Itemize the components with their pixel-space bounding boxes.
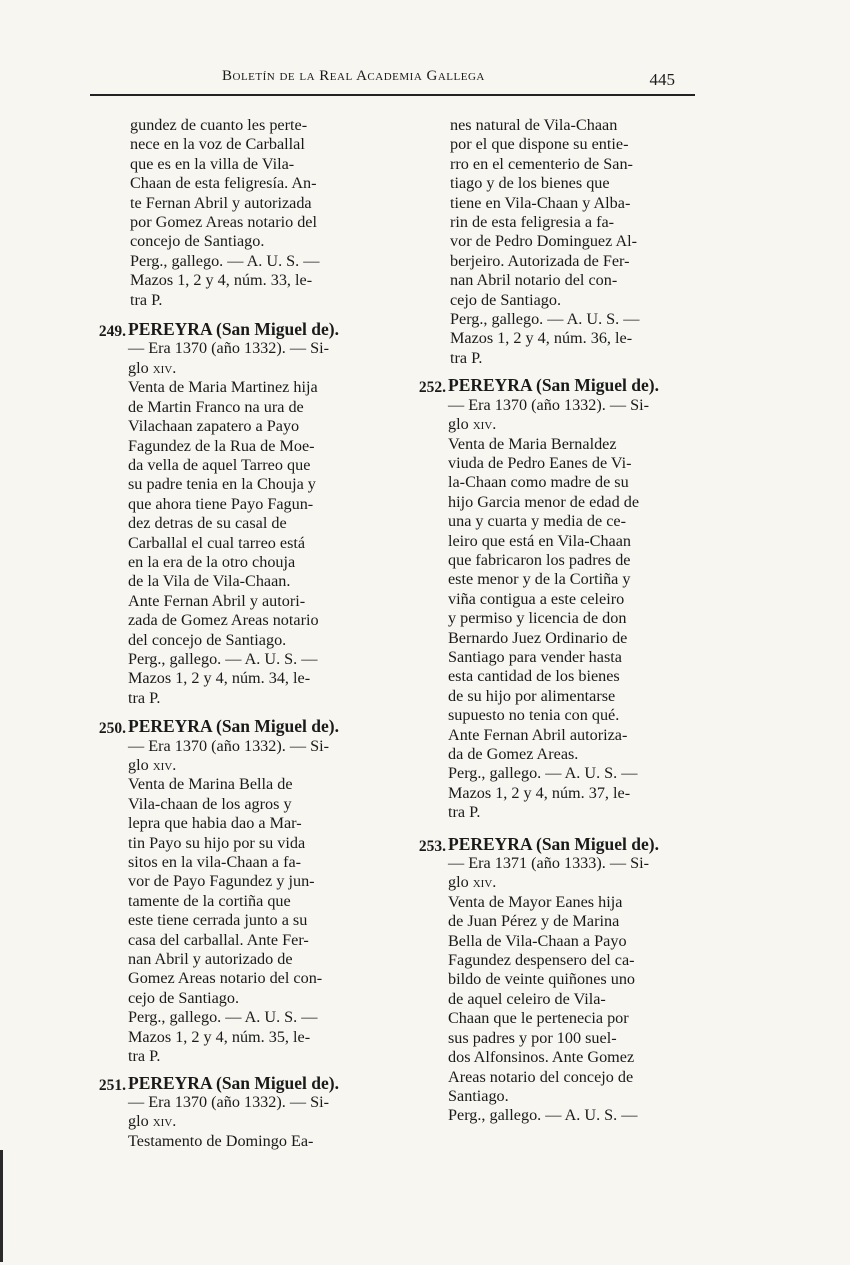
text-line: la-Chaan como madre de su xyxy=(448,473,629,492)
entry-date: — Era 1370 (año 1332). — Si- xyxy=(128,736,329,755)
text-line: Vila-chaan de los agros y xyxy=(128,794,292,813)
entry-date: — Era 1371 (año 1333). — Si- xyxy=(448,854,649,873)
text-line: cejo de Santiago. xyxy=(128,988,240,1007)
text-line: Testamento de Domingo Ea- xyxy=(128,1131,314,1150)
text-line: Santiago para vender hasta xyxy=(448,647,622,666)
text-line: berjeiro. Autorizada de Fer- xyxy=(450,251,630,270)
text-line: nan Abril notario del con- xyxy=(450,271,618,290)
text-line: nes natural de Vila-Chaan xyxy=(450,116,618,134)
entry-title: PEREYRA (San Miguel de). xyxy=(448,833,659,854)
catalog-entry xyxy=(82,320,397,708)
text-line: viuda de Pedro Eanes de Vi- xyxy=(448,453,632,472)
text-line: Mazos 1, 2 y 4, núm. 33, le- xyxy=(130,271,313,290)
left-column xyxy=(82,116,397,1151)
entry-century xyxy=(128,1112,397,1131)
text-line: este menor y de la Cortiña y xyxy=(448,570,631,589)
text-line: tiene en Vila-Chaan y Alba- xyxy=(450,193,631,212)
century-prefix: glo xyxy=(128,358,149,377)
text-line: Mazos 1, 2 y 4, núm. 36, le- xyxy=(450,329,633,348)
entry-date: — Era 1370 (año 1332). — Si- xyxy=(448,395,649,414)
century-value: xiv. xyxy=(152,358,177,377)
text-line: Perg., gallego. — A. U. S. — xyxy=(448,764,638,783)
century-prefix: glo xyxy=(128,1112,149,1131)
text-line: Perg., gallego. — A. U. S. — xyxy=(450,310,640,329)
text-line: de Martin Franco na ura de xyxy=(128,397,304,416)
text-line: tra P. xyxy=(130,290,163,309)
text-line: sitos en la vila-Chaan a fa- xyxy=(128,853,302,872)
text-line: viña contigua a este celeiro xyxy=(448,589,625,608)
text-line: zada de Gomez Areas notario xyxy=(128,611,319,630)
text-line: Santiago. xyxy=(448,1086,509,1105)
page-header xyxy=(90,66,695,96)
text-line: Venta de Marina Bella de xyxy=(128,775,293,794)
catalog-entry xyxy=(402,835,702,1126)
text-line: bildo de veinte quiñones uno xyxy=(448,970,636,989)
text-line: Perg., gallego. — A. U. S. — xyxy=(128,1008,318,1027)
text-line: nece en la voz de Carballal xyxy=(130,135,305,154)
text-line: tra P. xyxy=(128,688,161,707)
entry-number: 250. xyxy=(98,720,126,738)
text-line: cejo de Santiago. xyxy=(450,290,562,309)
text-line: por el que dispone su entie- xyxy=(450,135,629,154)
century-value: xiv. xyxy=(472,415,497,434)
entry-date: — Era 1370 (año 1332). — Si- xyxy=(128,1092,329,1111)
text-line: Perg., gallego. — A. U. S. — xyxy=(448,1106,638,1125)
text-line: hijo Garcia menor de edad de xyxy=(448,492,640,511)
text-line: tra P. xyxy=(448,803,481,822)
text-line: Mazos 1, 2 y 4, núm. 34, le- xyxy=(128,669,311,688)
text-line: tra P. xyxy=(128,1047,161,1066)
text-line: Gomez Areas notario del con- xyxy=(128,969,323,988)
text-line: rin de esta feligresia a fa- xyxy=(450,213,615,232)
text-line: esta cantidad de los bienes xyxy=(448,667,620,686)
text-line: Ante Fernan Abril y autori- xyxy=(128,591,306,610)
text-line: Chaan de esta feligresía. An- xyxy=(130,174,317,193)
text-line: Vilachaan zapatero a Payo xyxy=(128,417,300,436)
entry-title: PEREYRA (San Miguel de). xyxy=(128,716,339,737)
text-line: Carballal el cual tarreo está xyxy=(128,533,306,552)
text-line: de Juan Pérez y de Marina xyxy=(448,912,620,931)
entry-number: 253. xyxy=(418,837,446,855)
entry-title: PEREYRA (San Miguel de). xyxy=(128,319,339,340)
text-line: tiago y de los bienes que xyxy=(450,174,610,193)
text-line: Mazos 1, 2 y 4, núm. 37, le- xyxy=(448,783,631,802)
text-line: que ahora tiene Payo Fagun- xyxy=(128,494,314,513)
century-value: xiv. xyxy=(152,1112,177,1131)
text-line: sus padres y por 100 suel- xyxy=(448,1028,617,1047)
text-line: este tiene cerrada junto a su xyxy=(128,911,308,930)
entry-number: 249. xyxy=(98,323,126,341)
entry-century xyxy=(448,415,702,434)
text-line: casa del carballal. Ante Fer- xyxy=(128,930,309,949)
text-line: por Gomez Areas notario del xyxy=(130,213,317,232)
text-line: Chaan que le pertenecia por xyxy=(448,1009,629,1028)
text-line: tra P. xyxy=(450,348,483,367)
text-line: Perg., gallego. — A. U. S. — xyxy=(128,649,318,668)
text-line: que es en la villa de Vila- xyxy=(130,154,295,173)
text-line: da vella de aquel Tarreo que xyxy=(128,455,311,474)
century-prefix: glo xyxy=(448,873,469,892)
entry-century xyxy=(448,873,702,892)
text-line: nan Abril y autorizado de xyxy=(128,950,293,969)
text-line: Areas notario del concejo de xyxy=(448,1067,634,1086)
text-line: gundez de cuanto les perte- xyxy=(130,116,308,134)
page-number: 445 xyxy=(649,70,675,89)
text-line: dez detras de su casal de xyxy=(128,514,287,533)
text-line: concejo de Santiago. xyxy=(130,232,265,251)
entry-number: 252. xyxy=(418,379,446,397)
text-line: Perg., gallego. — A. U. S. — xyxy=(130,251,320,270)
text-line: lepra que habia dao a Mar- xyxy=(128,814,302,833)
text-line: una y cuarta y media de ce- xyxy=(448,512,626,531)
text-line: Fagundez despensero del ca- xyxy=(448,951,635,970)
text-line: Venta de Maria Martinez hija xyxy=(128,378,318,397)
entry-century xyxy=(128,359,397,378)
text-line: Mazos 1, 2 y 4, núm. 35, le- xyxy=(128,1027,311,1046)
continuation-text xyxy=(402,116,702,368)
text-line: de la Vila de Vila-Chaan. xyxy=(128,572,291,591)
text-line: que fabricaron los padres de xyxy=(448,550,631,569)
text-line: rro en el cementerio de San- xyxy=(450,154,633,173)
text-line: tin Payo su hijo por su vida xyxy=(128,833,306,852)
text-line: Bernardo Juez Ordinario de xyxy=(448,628,628,647)
entry-title: PEREYRA (San Miguel de). xyxy=(128,1072,339,1093)
text-line: y permiso y licencia de don xyxy=(448,609,627,628)
entry-date: — Era 1370 (año 1332). — Si- xyxy=(128,339,329,358)
text-line: dos Alfonsinos. Ante Gomez xyxy=(448,1048,635,1067)
text-line: Venta de Maria Bernaldez xyxy=(448,434,617,453)
text-line: tamente de la cortiña que xyxy=(128,891,291,910)
continuation-text xyxy=(82,116,397,310)
century-value: xiv. xyxy=(472,873,497,892)
text-line: de aquel celeiro de Vila- xyxy=(448,989,606,1008)
century-prefix: glo xyxy=(128,756,149,774)
text-line: Venta de Mayor Eanes hija xyxy=(448,892,623,911)
entry-number: 251. xyxy=(98,1076,126,1094)
text-line: Fagundez de la Rua de Moe- xyxy=(128,436,315,455)
text-line: te Fernan Abril y autorizada xyxy=(130,193,312,212)
text-line: en la era de la otro chouja xyxy=(128,552,296,571)
text-line: supuesto no tenia con qué. xyxy=(448,706,620,725)
text-line: da de Gomez Areas. xyxy=(448,745,579,763)
journal-title: Boletín de la Real Academia Gallega xyxy=(222,68,485,84)
text-line: leiro que está en Vila-Chaan xyxy=(448,531,632,550)
right-column xyxy=(402,116,702,1126)
text-line: Bella de Vila-Chaan a Payo xyxy=(448,931,627,950)
binding-edge-mark xyxy=(0,1150,3,1262)
catalog-entry xyxy=(402,376,702,822)
entry-title: PEREYRA (San Miguel de). xyxy=(448,375,659,396)
text-line: su padre tenia en la Chouja y xyxy=(128,475,316,494)
entry-century xyxy=(128,756,397,775)
text-line: vor de Pedro Dominguez Al- xyxy=(450,232,638,251)
text-line: Ante Fernan Abril autoriza- xyxy=(448,725,628,744)
text-line: vor de Payo Fagundez y jun- xyxy=(128,872,315,891)
century-prefix: glo xyxy=(448,415,469,434)
catalog-entry xyxy=(82,717,397,1066)
catalog-entry xyxy=(82,1074,397,1152)
text-line: del concejo de Santiago. xyxy=(128,630,287,649)
text-line: de su hijo por alimentarse xyxy=(448,686,616,705)
century-value: xiv. xyxy=(152,756,177,774)
